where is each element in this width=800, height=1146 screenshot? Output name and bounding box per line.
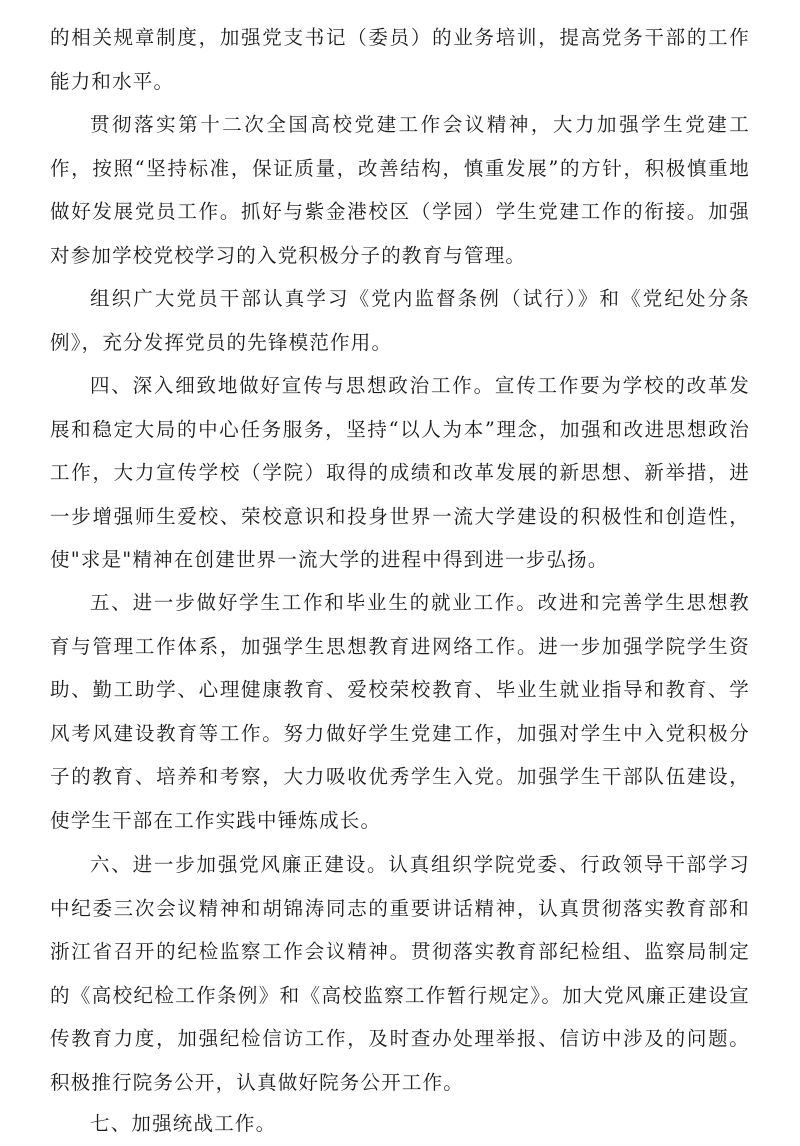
paragraph-continuation: 的相关规章制度，加强党支书记（委员）的业务培训，提高党务干部的工作能力和水平。	[50, 26, 750, 93]
paragraph-section-five-student-work: 五、进一步做好学生工作和毕业生的就业工作。改进和完善学生思想教育与管理工作体系，加强学生思想教育进网络工作。进一步加强学院学生资助、勤工助学、心理健康教育、爱校荣校教育、毕业生就业指导和教育、学风考风建设教育等工作。努力做好学生党建工作，加强对学生中入党积极分子的教育、培养和考察，大力吸收优秀学生入党。加强学生干部队伍建设，使学生干部在工作实践中锤炼成长。	[50, 591, 750, 832]
paragraph-party-discipline-study: 组织广大党员干部认真学习《党内监督条例（试行）》和《党纪处分条例》，充分发挥党员的先锋模范作用。	[50, 287, 750, 354]
paragraph-section-four-publicity: 四、深入细致地做好宣传与思想政治工作。宣传工作要为学校的改革发展和稳定大局的中心任务服务，坚持“以人为本”理念，加强和改进思想政治工作，大力宣传学校（学院）取得的成绩和改革发展的新思想、新举措，进一步增强师生爱校、荣校意识和投身世界一流大学建设的积极性和创造性，使"求是"精神在创建世界一流大学的进程中得到进一步弘扬。	[50, 374, 750, 571]
paragraph-student-party-building: 贯彻落实第十二次全国高校党建工作会议精神，大力加强学生党建工作，按照“坚持标准，保证质量，改善结构，慎重发展”的方针，积极慎重地做好发展党员工作。抓好与紫金港校区（学园）学生党建工作的衔接。加强对参加学校党校学习的入党积极分子的教育与管理。	[50, 113, 750, 267]
paragraph-section-six-clean-governance: 六、进一步加强党风廉正建设。认真组织学院党委、行政领导干部学习中纪委三次会议精神和胡锦涛同志的重要讲话精神，认真贯彻落实教育部和浙江省召开的纪检监察工作会议精神。贯彻落实教育部纪检组、监察局制定的《高校纪检工作条例》和《高校监察工作暂行规定》。加大党风廉正建设宣传教育力度，加强纪检信访工作，及时查办处理举报、信访中涉及的问题。积极推行院务公开，认真做好院务公开工作。	[50, 853, 750, 1094]
paragraph-section-seven-united-front: 七、加强统战工作。	[90, 1112, 277, 1135]
